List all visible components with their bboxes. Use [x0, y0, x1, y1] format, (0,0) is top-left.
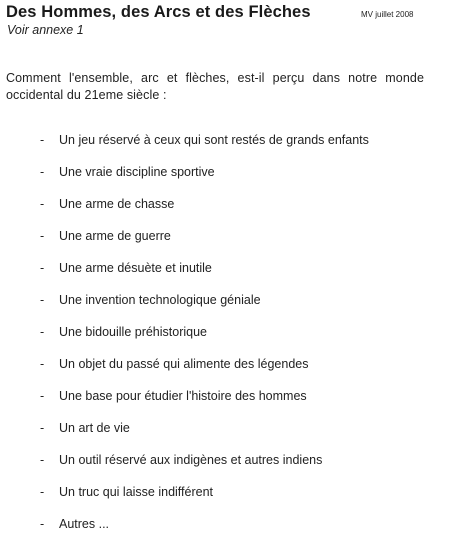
- list-bullet: -: [40, 229, 45, 243]
- list-bullet: -: [40, 325, 45, 339]
- list-item-text: Autres ...: [59, 517, 110, 531]
- annex-reference: Voir annexe 1: [7, 23, 84, 37]
- document-title: Des Hommes, des Arcs et des Flèches: [6, 3, 311, 21]
- question-text: Comment l'ensemble, arc et flèches, est-il perçu dans notre monde occidental du 21eme siècle :: [6, 71, 424, 102]
- list-item-text: Une vraie discipline sportive: [59, 165, 215, 179]
- list-bullet: -: [40, 389, 45, 403]
- list-item-text: Une bidouille préhistorique: [59, 325, 208, 339]
- list-item-text: Une arme désuète et inutile: [59, 261, 212, 275]
- list-item-text: Une invention technologique géniale: [59, 293, 261, 307]
- list-bullet: -: [40, 485, 45, 499]
- list-item-text: Une arme de guerre: [59, 229, 171, 243]
- list-item-text: Un art de vie: [59, 421, 130, 435]
- list-bullet: -: [40, 357, 45, 371]
- list-bullet: -: [40, 261, 45, 275]
- list-item-text: Un truc qui laisse indifférent: [59, 485, 214, 499]
- date-note: MV juillet 2008: [361, 10, 414, 19]
- list-bullet: -: [40, 293, 45, 307]
- list-bullet: -: [40, 421, 45, 435]
- list-item-text: Une base pour étudier l'histoire des hommes: [59, 389, 307, 403]
- list-item-text: Une arme de chasse: [59, 197, 175, 211]
- list-bullet: -: [40, 133, 45, 147]
- list-item-text: Un jeu réservé à ceux qui sont restés de grands enfants: [59, 133, 369, 147]
- list-bullet: -: [40, 453, 45, 467]
- list-bullet: -: [40, 517, 45, 531]
- list-item-text: Un objet du passé qui alimente des légendes: [59, 357, 309, 371]
- list-bullet: -: [40, 197, 45, 211]
- list-item-text: Un outil réservé aux indigènes et autres indiens: [59, 453, 323, 467]
- list-bullet: -: [40, 165, 45, 179]
